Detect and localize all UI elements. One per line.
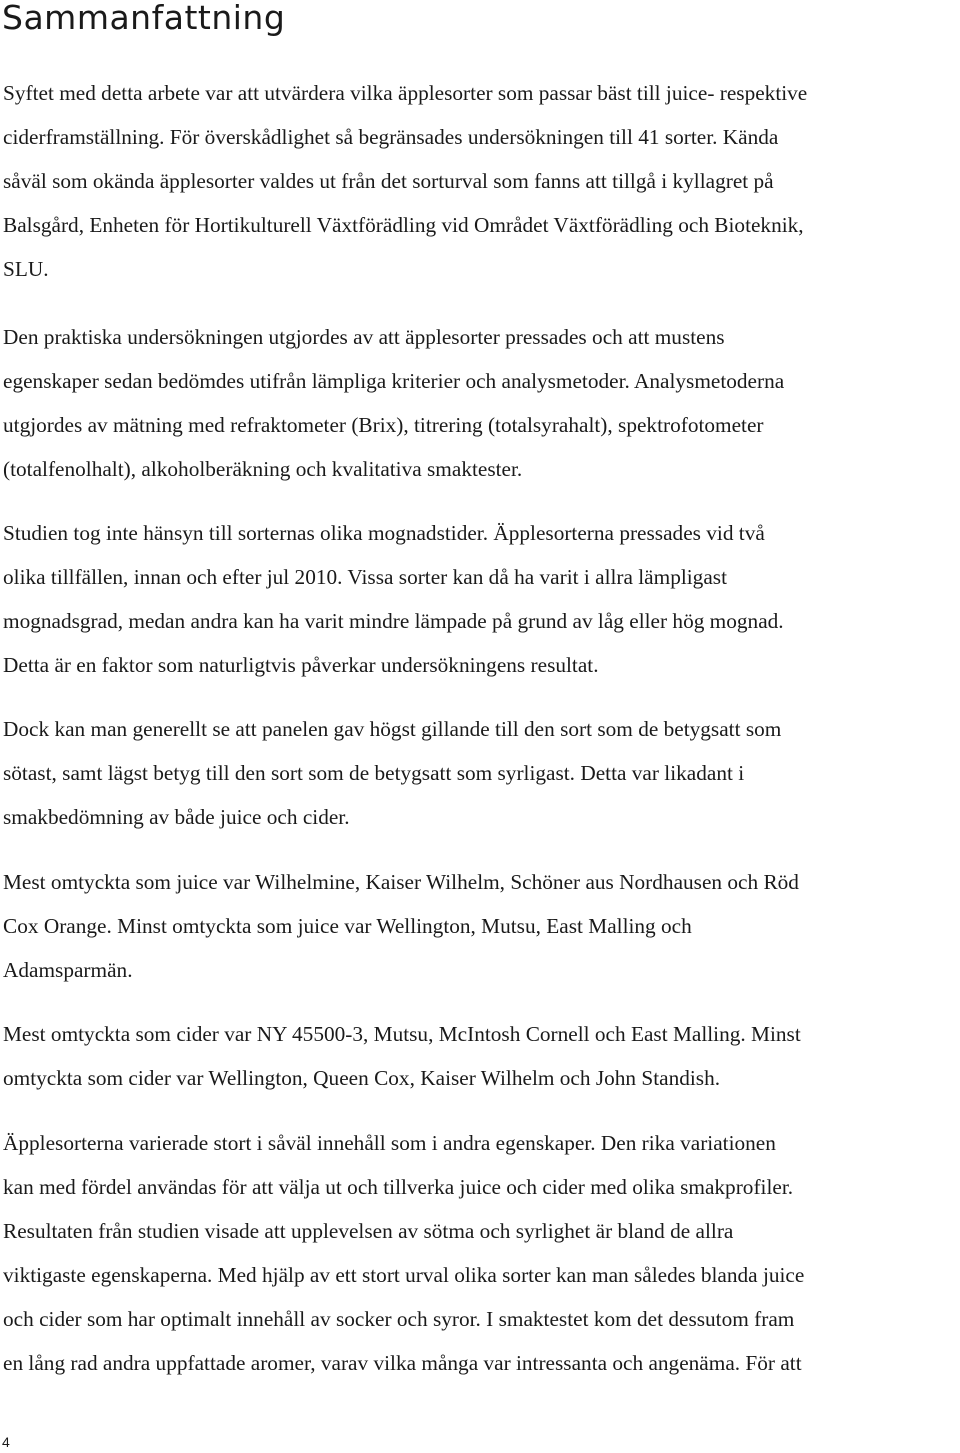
- text-line: Mest omtyckta som cider var NY 45500-3, Mutsu, McIntosh Cornell och East Malling. Minst: [3, 1022, 801, 1046]
- text-line: Mest omtyckta som juice var Wilhelmine, Kaiser Wilhelm, Schöner aus Nordhausen och Röd: [3, 870, 799, 894]
- text-line: Resultaten från studien visade att upplevelsen av sötma och syrlighet är bland de allra: [3, 1219, 734, 1243]
- text-line: såväl som okända äpplesorter valdes ut från det sorturval som fanns att tillgå i kyllagret på: [3, 169, 774, 193]
- text-line: (totalfenolhalt), alkoholberäkning och kvalitativa smaktester.: [3, 457, 523, 481]
- paragraph-general-result: [3, 707, 960, 839]
- text-line: Balsgård, Enheten för Hortikulturell Växtförädling vid Området Växtförädling och Bioteknik,: [3, 213, 804, 237]
- text-line: sötast, samt lägst betyg till den sort som de betygsatt som syrligast. Detta var likadant i: [3, 761, 745, 785]
- paragraph-conclusion: [3, 1121, 960, 1385]
- text-line: omtyckta som cider var Wellington, Queen Cox, Kaiser Wilhelm och John Standish.: [3, 1066, 721, 1090]
- paragraph-purpose: [3, 71, 960, 291]
- text-line: Äpplesorterna varierade stort i såväl innehåll som i andra egenskaper. Den rika variationen: [3, 1131, 776, 1155]
- paragraph-cider-results: [3, 1012, 960, 1100]
- text-line: Cox Orange. Minst omtyckta som juice var Wellington, Mutsu, East Malling och: [3, 914, 692, 938]
- paragraph-juice-results: [3, 860, 960, 992]
- section-heading: Sammanfattning: [2, 0, 286, 37]
- text-line: mognadsgrad, medan andra kan ha varit mindre lämpade på grund av låg eller hög mognad.: [3, 609, 784, 633]
- paragraph-method: [3, 315, 960, 491]
- text-line: Adamsparmän.: [3, 958, 133, 982]
- text-line: SLU.: [3, 257, 49, 281]
- text-line: kan med fördel användas för att välja ut och tillverka juice och cider med olika smakprofiler.: [3, 1175, 794, 1199]
- text-line: en lång rad andra uppfattade aromer, varav vilka många var intressanta och angenäma. För att: [3, 1351, 802, 1375]
- text-line: Dock kan man generellt se att panelen gav högst gillande till den sort som de betygsatt som: [3, 717, 782, 741]
- text-line: smakbedömning av både juice och cider.: [3, 805, 350, 829]
- text-line: Syftet med detta arbete var att utvärdera vilka äpplesorter som passar bäst till juice- respektive: [3, 81, 808, 105]
- text-line: och cider som har optimalt innehåll av socker och syror. I smaktestet kom det dessutom fram: [3, 1307, 795, 1331]
- text-line: Studien tog inte hänsyn till sorternas olika mognadstider. Äpplesorterna pressades vid två: [3, 521, 765, 545]
- text-line: egenskaper sedan bedömdes utifrån lämpliga kriterier och analysmetoder. Analysmetoderna: [3, 369, 785, 393]
- paragraph-limitations: [3, 511, 960, 687]
- text-line: Detta är en faktor som naturligtvis påverkar undersökningens resultat.: [3, 653, 599, 677]
- page-number: 4: [2, 1434, 10, 1450]
- text-line: viktigaste egenskaperna. Med hjälp av ett stort urval olika sorter kan man således blanda juice: [3, 1263, 805, 1287]
- text-line: utgjordes av mätning med refraktometer (Brix), titrering (totalsyrahalt), spektrofotometer: [3, 413, 764, 437]
- text-line: olika tillfällen, innan och efter jul 2010. Vissa sorter kan då ha varit i allra lämpligast: [3, 565, 727, 589]
- text-line: ciderframställning. För överskådlighet så begränsades undersökningen till 41 sorter. Kända: [3, 125, 779, 149]
- text-line: Den praktiska undersökningen utgjordes av att äpplesorter pressades och att mustens: [3, 325, 725, 349]
